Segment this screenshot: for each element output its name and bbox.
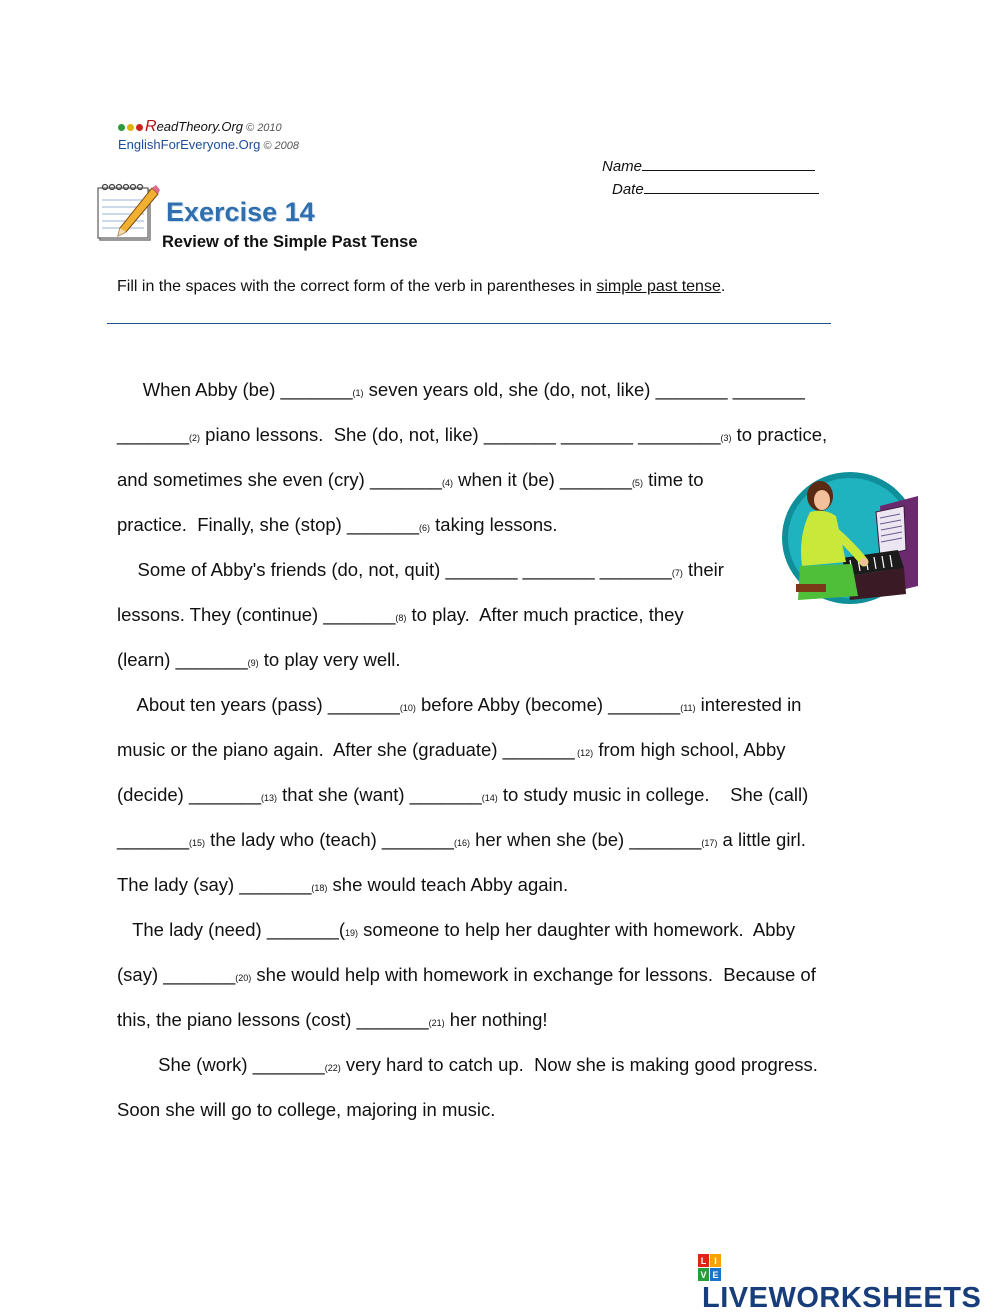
blank-number: (5)	[631, 478, 643, 488]
exercise-subtitle: Review of the Simple Past Tense	[162, 233, 418, 251]
passage-line	[117, 870, 877, 915]
passage-text: (decide)	[117, 784, 189, 805]
passage-text: (learn)	[117, 649, 176, 670]
answer-blank[interactable]: _______	[175, 649, 248, 670]
answer-blank[interactable]: _______	[280, 379, 353, 400]
notepad-pencil-icon	[96, 182, 162, 244]
blank-number: (21)	[428, 1018, 445, 1028]
passage-text: when it (be)	[452, 469, 560, 490]
name-blank[interactable]	[642, 156, 815, 171]
blank-number: (11)	[680, 703, 696, 713]
logo-letter-l: L	[700, 1256, 707, 1266]
blank-number: (1)	[352, 388, 364, 398]
passage-text: (say)	[117, 964, 164, 985]
answer-blank[interactable]: _______	[629, 829, 702, 850]
passage-text: very hard to catch up. Now she is making good progress.	[340, 1054, 818, 1075]
passage-text: Some of Abby's friends (do, not, quit) _______ _______ _______	[117, 559, 672, 580]
answer-blank[interactable]: _______	[381, 829, 454, 850]
answer-blank[interactable]: _______	[117, 424, 190, 445]
answer-blank[interactable]: _______(	[266, 919, 345, 940]
blank-number: (22)	[324, 1063, 341, 1073]
passage-line	[117, 510, 877, 555]
passage-text: lessons. They (continue)	[117, 604, 324, 625]
blank-number: (15)	[189, 838, 206, 848]
passage-line	[117, 465, 877, 510]
passage-line	[117, 690, 877, 735]
date-blank[interactable]	[644, 179, 819, 194]
passage-text: she would teach Abby again.	[327, 874, 569, 895]
passage-line	[117, 825, 877, 870]
blank-number: (18)	[311, 883, 328, 893]
passage-line	[117, 645, 877, 690]
passage-text: taking lessons.	[430, 514, 558, 535]
passage-text: to play very well.	[258, 649, 401, 670]
brand-name-rest: eadTheory.Org	[156, 119, 244, 134]
brand2-copyright: © 2008	[263, 140, 299, 152]
passage-text: a little girl.	[717, 829, 806, 850]
passage-line	[117, 960, 877, 1005]
passage-line	[117, 780, 877, 825]
passage-text: to study music in college. She (call)	[497, 784, 809, 805]
passage-text: someone to help her daughter with homework. Abby	[358, 919, 796, 940]
passage-line	[117, 375, 877, 420]
blank-number: (10)	[399, 703, 416, 713]
brand-initial-r: R	[145, 118, 157, 135]
instructions-underlined: simple past tense	[596, 278, 721, 295]
blank-number: (8)	[395, 613, 407, 623]
passage-line	[117, 1005, 877, 1050]
blank-number: 19)	[345, 928, 359, 938]
answer-blank[interactable]: _______	[409, 784, 482, 805]
blank-number: (13)	[261, 793, 278, 803]
answer-blank[interactable]: _______	[356, 1009, 429, 1030]
blank-number: (6)	[419, 523, 430, 533]
liveworksheets-logo	[698, 1254, 1000, 1314]
passage-text: About ten years (pass)	[117, 694, 328, 715]
liveworksheets-blocks-icon	[698, 1254, 722, 1282]
brand1-copyright: © 2010	[246, 122, 282, 134]
passage-text: She (work)	[117, 1054, 253, 1075]
blank-number: (9)	[247, 658, 259, 668]
passage-text: interested in	[695, 694, 802, 715]
brand2-name: EnglishForEveryone.Org	[118, 137, 261, 152]
passage-text: Soon she will go to college, majoring in music.	[117, 1099, 496, 1120]
answer-blank[interactable]: _______	[323, 604, 396, 625]
blank-number: (14)	[481, 793, 498, 803]
passage-text: practice. Finally, she (stop)	[117, 514, 347, 535]
passage-line	[117, 1050, 877, 1095]
date-label: Date	[612, 181, 644, 198]
passage	[117, 375, 877, 1140]
passage-text: The lady (say)	[117, 874, 240, 895]
passage-text: seven years old, she (do, not, like) _______ _______	[363, 379, 805, 400]
answer-blank[interactable]: _______	[252, 1054, 325, 1075]
passage-text: piano lessons. She (do, not, like) _______ _______ ________	[200, 424, 721, 445]
name-field[interactable]	[602, 156, 815, 175]
blank-number: (12)	[574, 748, 594, 758]
passage-text: her when she (be)	[469, 829, 630, 850]
answer-blank[interactable]: _______	[117, 829, 190, 850]
answer-blank[interactable]: _______	[239, 874, 312, 895]
passage-line	[117, 555, 877, 600]
englishforeveryone-brand	[118, 137, 299, 152]
passage-text: to practice,	[731, 424, 828, 445]
answer-blank[interactable]: _______	[188, 784, 262, 805]
girl-at-piano-illustration	[780, 466, 922, 608]
passage-line	[117, 600, 877, 645]
answer-blank[interactable]: _______	[559, 469, 632, 490]
passage-text: her nothing!	[444, 1009, 548, 1030]
passage-text: this, the piano lessons (cost)	[117, 1009, 357, 1030]
instructions-end: .	[720, 278, 726, 295]
blank-number: (17)	[701, 838, 718, 848]
passage-line	[117, 915, 877, 960]
answer-blank[interactable]: _______	[346, 514, 419, 535]
passage-text: and sometimes she even (cry)	[117, 469, 370, 490]
blank-number: (4)	[441, 478, 453, 488]
blank-number: (3)	[720, 433, 732, 443]
passage-text: she would help with homework in exchange for lessons. Because of	[251, 964, 816, 985]
logo-letter-e: E	[712, 1270, 719, 1280]
answer-blank[interactable]: _______	[608, 694, 681, 715]
passage-text: The lady (need)	[117, 919, 267, 940]
passage-text: music or the piano again. After she (graduate)	[117, 739, 503, 760]
passage-line	[117, 735, 877, 780]
passage-text: time to	[642, 469, 704, 490]
blank-number: (20)	[235, 973, 252, 983]
exercise-title: Exercise 14	[166, 197, 315, 227]
divider-rule	[107, 323, 831, 324]
logo-letter-i: I	[714, 1256, 717, 1266]
answer-blank[interactable]: _______	[502, 739, 575, 760]
traffic-dots-icon	[118, 119, 145, 134]
blank-number: (7)	[671, 568, 683, 578]
name-label: Name	[602, 158, 643, 175]
logo-letter-v: V	[700, 1270, 707, 1280]
passage-text: that she (want)	[277, 784, 410, 805]
passage-text: from high school, Abby	[593, 739, 786, 760]
blank-number: (2)	[189, 433, 201, 443]
passage-text: the lady who (teach)	[205, 829, 382, 850]
passage-text: before Abby (become)	[415, 694, 609, 715]
instructions-text: Fill in the spaces with the correct form of the verb in parentheses in	[117, 278, 597, 295]
passage-line	[117, 420, 877, 465]
answer-blank[interactable]: _______	[327, 694, 400, 715]
answer-blank[interactable]: _______	[163, 964, 236, 985]
readtheory-brand	[118, 118, 282, 136]
passage-line	[117, 1095, 877, 1140]
liveworksheets-wordmark: LIVEWORKSHEETS	[702, 1282, 982, 1314]
answer-blank[interactable]: _______	[369, 469, 442, 490]
passage-text: their	[682, 559, 724, 580]
instructions	[117, 278, 725, 296]
date-field[interactable]	[612, 179, 819, 198]
blank-number: (16)	[453, 838, 470, 848]
passage-text: When Abby (be)	[117, 379, 281, 400]
passage-text: to play. After much practice, they	[406, 604, 684, 625]
